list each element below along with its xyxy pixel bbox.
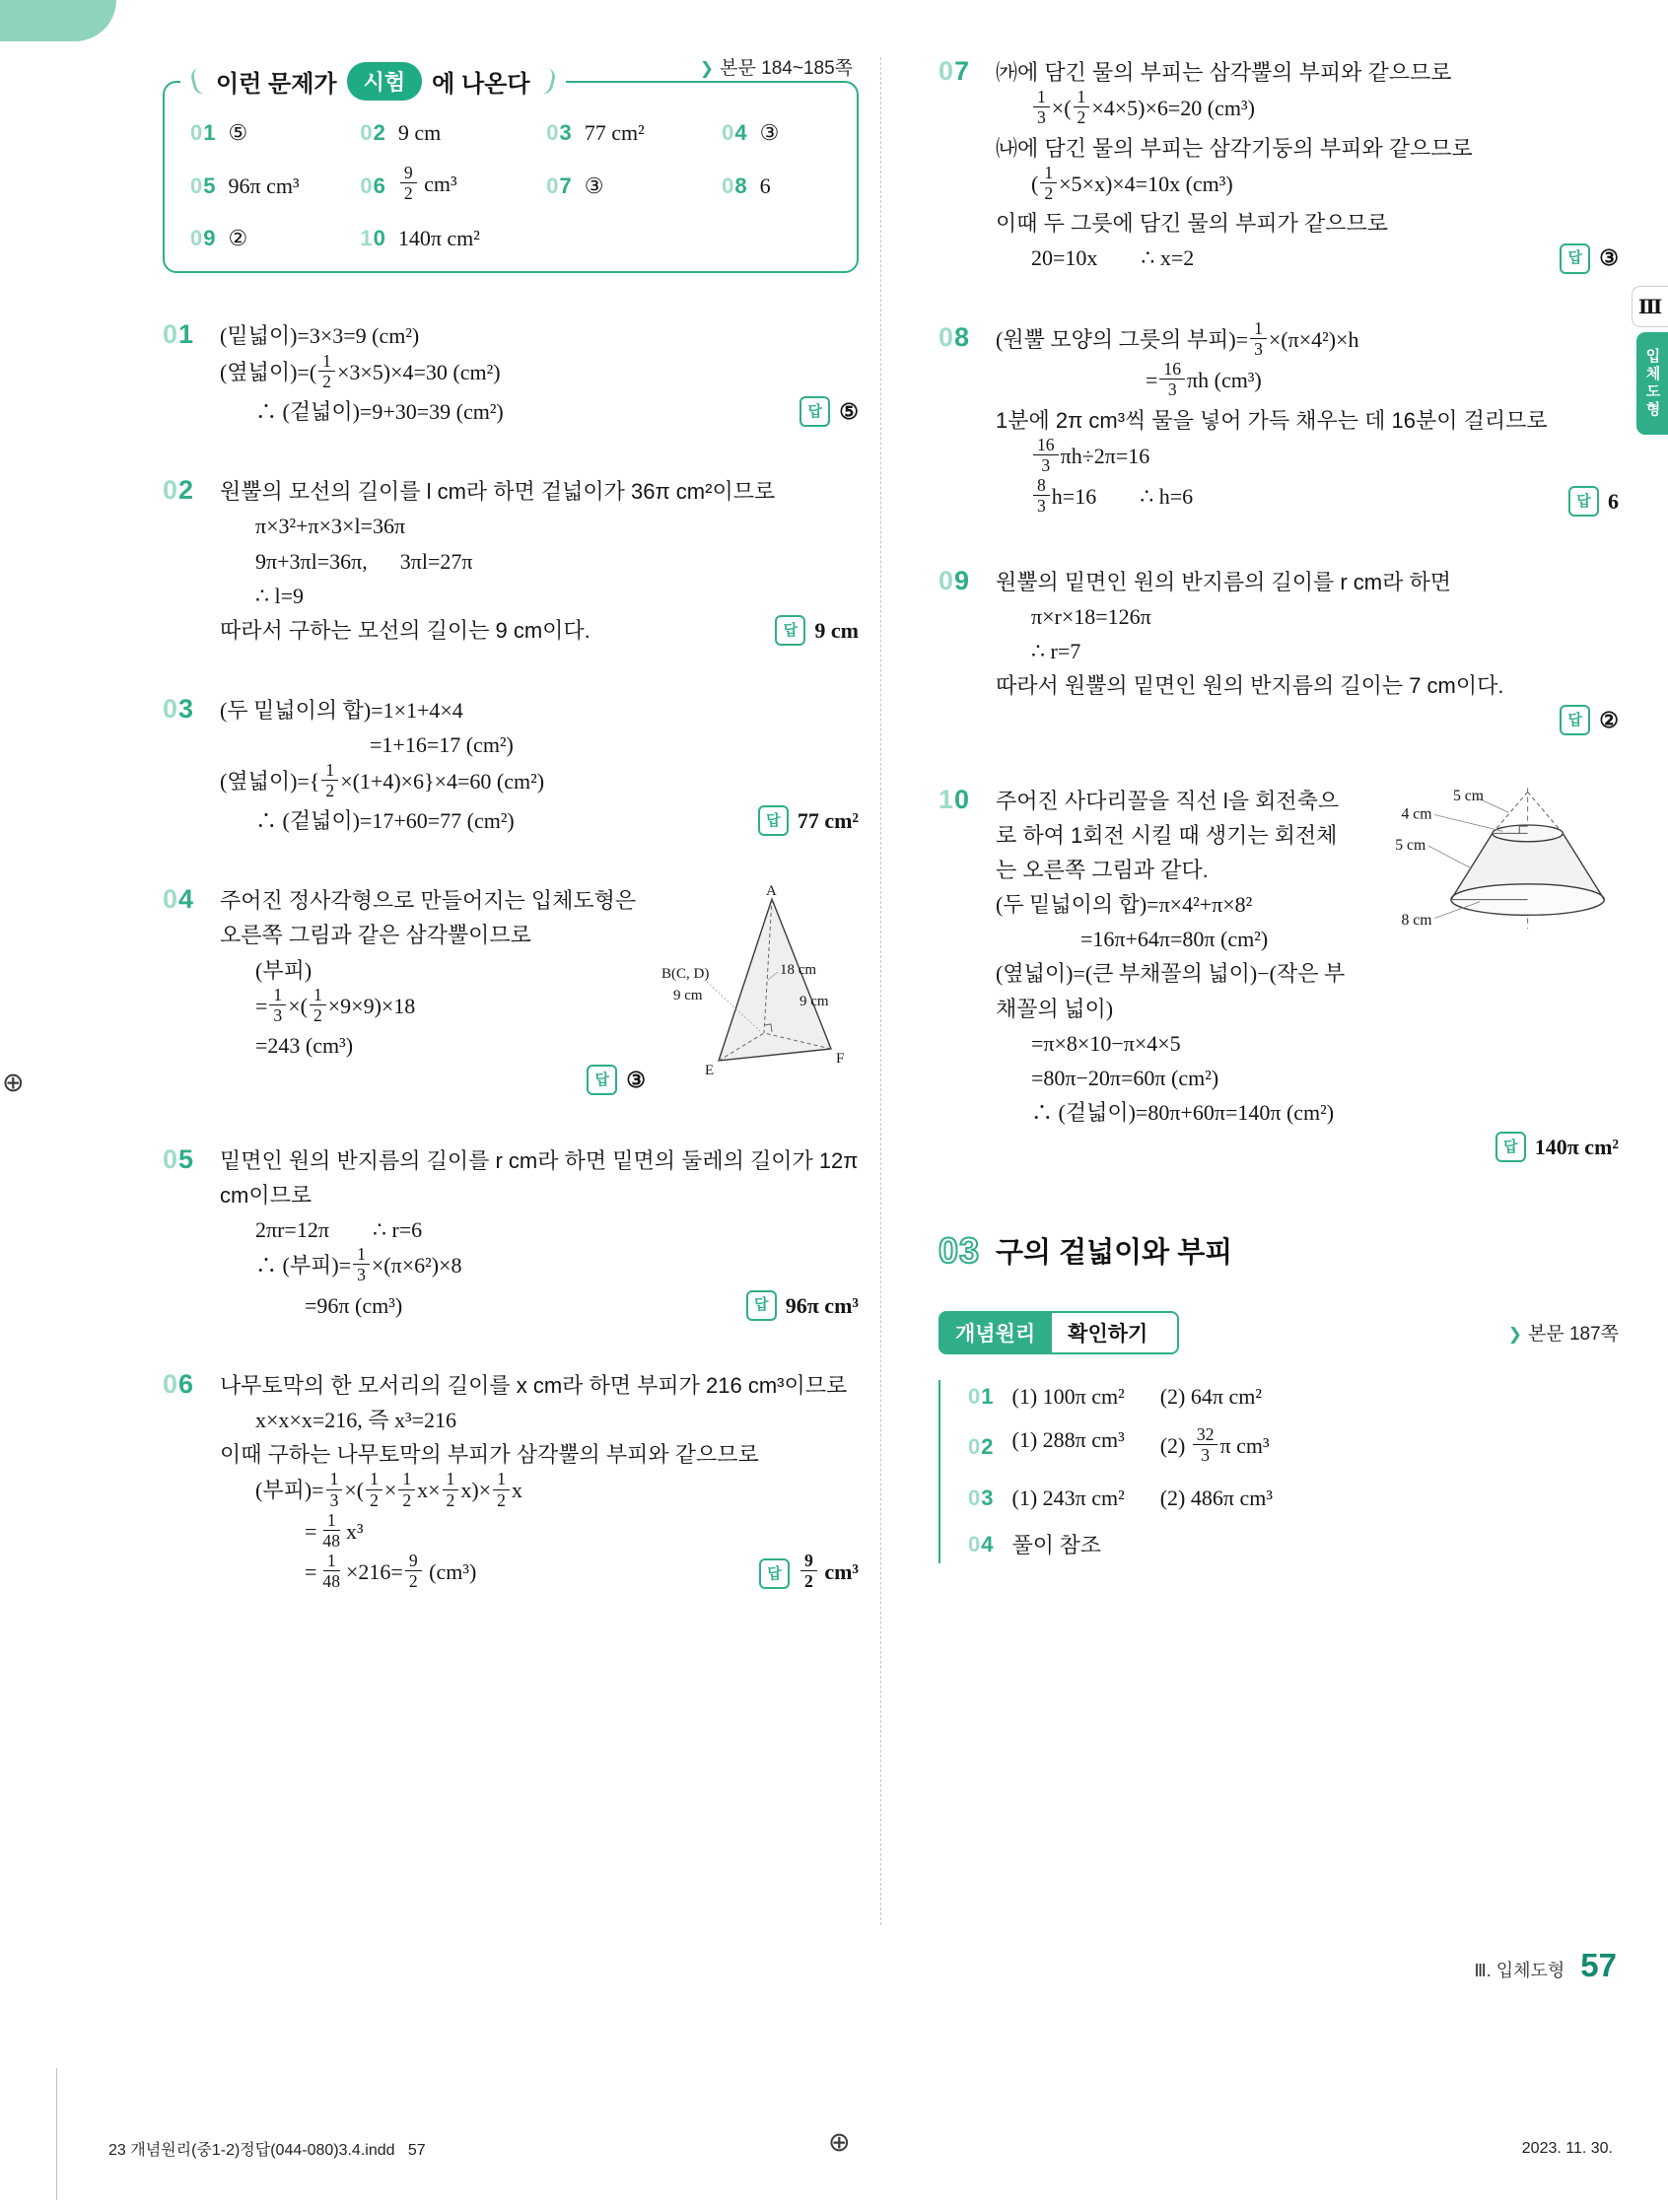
solution-math: 2πr=12π ∴ r=6 [255,1216,423,1242]
fraction: $\frac{16}{3}$ [1159,359,1185,399]
exam-answers-grid [190,120,831,251]
solution-math: ∴ (겉넓이)=17+60=77 (cm²) [255,808,515,833]
solution-math: ∴ (부피)= $\frac{1}{3}$ ×(π×6²)×8 [255,1244,462,1285]
solution-04 [163,883,859,1097]
exam-answer-value: 140π cm² [397,226,480,251]
solution-line [220,1288,859,1323]
solution-math: = $\frac{1}{3}$ ×( $\frac{1}{2}$ ×9×9)×18 [255,984,416,1025]
concept-answer-parts [1011,1423,1270,1468]
solution-math: =16π+64π=80π (cm²) [1080,927,1269,952]
fraction: $\frac{9}{2}$ [800,1551,817,1591]
solution-line [996,1130,1619,1164]
concept-answer-row [968,1423,1619,1468]
solution-06 [163,1368,859,1595]
problem-number: 04 [968,1531,995,1556]
print-footer [108,2137,1613,2160]
solution-line [220,984,646,1028]
chapter-tab-label: 입체도형 [1636,332,1668,435]
figure-label: 9 cm [799,994,829,1010]
solution-line [996,434,1619,478]
solution-text: 따라서 원뿔의 밑면인 원의 반지름의 길이는 7 cm이다. [996,673,1504,699]
concept-answer-value: (2) 64π cm² [1159,1383,1262,1409]
solution-content [996,55,1619,276]
solution-math: =96π (cm³) [305,1292,403,1318]
solution-line [220,1509,859,1554]
registration-mark: ⊕ [828,2127,851,2157]
fraction: $\frac{1}{2}$ [398,1469,415,1509]
solution-text: 주어진 정사각형으로 만들어지는 입체도형은 오른쪽 그림과 같은 삼각뿔이므로 [220,888,643,948]
solution-text: 주어진 사다리꼴을 직선 l을 회전축으로 하여 1회전 시킬 때 생기는 회전체는 오른쪽 그림과 같다. [996,788,1340,882]
solution-math: 20=10x ∴ x=2 [1031,245,1195,271]
exam-answer-item [546,120,716,146]
solution-math: x×x×x=216, 즉 x³=216 [255,1407,456,1432]
solution-content [996,317,1619,519]
solution-math: ∴ (겉넓이)=9+30=39 (cm²) [255,399,504,425]
problem-number: 02 [968,1434,995,1460]
solutions-left [163,318,865,1594]
registration-mark: ⊕ [2,1068,25,1097]
fraction: $\frac{9}{2}$ [400,163,417,203]
solution-line [220,350,859,394]
exam-answer-value: ③ [759,120,780,145]
concept-answer-value: 풀이 참조 [1011,1533,1102,1557]
fraction: $\frac{1}{3}$ [1250,318,1267,359]
solution-line [996,599,1619,634]
solution-line [996,131,1619,166]
answer [782,394,859,429]
solution-content [996,784,1619,1165]
solution-math: 9π+3πl=36π, 3πl=27π [255,548,473,574]
problem-number: 03 [546,120,573,145]
problem-number: 03 [163,694,195,725]
solution-math: =243 (cm³) [255,1033,354,1059]
solution-line [996,565,1619,599]
solution-text: 1분에 2π cm³씩 물을 넣어 가득 채우는 데 16분이 걸리므로 [996,407,1548,433]
solution-line [220,693,859,727]
answer-value: ⑤ [839,399,859,425]
answer-value: 6 [1608,489,1619,515]
problem-number: 09 [938,565,971,595]
exam-answer-value: 77 cm² [584,120,645,145]
figure-label: 8 cm [1401,911,1432,929]
solution-line [220,1063,646,1097]
solution-content [220,883,859,1097]
solution-line [220,1469,859,1512]
figure-label: 4 cm [1401,805,1432,823]
fraction: $\frac{1}{48}$ [322,1509,341,1551]
fraction: $\frac{1}{2}$ [318,351,335,391]
concept-answers [938,1380,1619,1563]
fraction: $\frac{1}{2}$ [321,760,338,800]
solution-math: = $\frac{16}{3}$ πh (cm³) [1146,359,1262,400]
answer-value: 77 cm² [797,808,859,833]
solution-01 [163,318,859,429]
answer [1542,703,1619,737]
section-header [938,1230,1619,1272]
concept-answer-value: (1) 288π cm³ [1011,1426,1125,1452]
concept-answer-parts [1012,1384,1262,1410]
exam-answer-item [722,120,831,146]
problem-number: 10 [938,784,971,814]
solution-math: (원뿔 모양의 그릇의 부피)= $\frac{1}{3}$ ×(π×4²)×h [996,317,1359,359]
chapter-numeral: Ⅲ [1632,286,1668,327]
figure-label: E [705,1063,715,1079]
figure-label: 18 cm [780,962,817,979]
solution-line [220,1028,646,1063]
solution-line [996,55,1619,90]
concept-answer-parts [1012,1529,1102,1559]
concept-title: 확인하기 [1052,1311,1179,1354]
exam-answer-item [722,166,831,206]
solution-line [996,87,1619,130]
solution-line [220,1437,859,1472]
concept-ref-text: 본문 187쪽 [1527,1324,1619,1346]
exam-badge: 시험 [347,62,423,101]
answer-badge: 답 [1495,1132,1526,1162]
exam-answer-item [190,226,354,251]
answer-value: ③ [1599,245,1619,271]
solution-math: (밑넓이)=3×3=9 (cm²) [220,323,420,349]
problem-number: 08 [722,173,748,198]
problem-number: 01 [163,319,195,350]
problem-number: 03 [968,1486,995,1510]
problem-number: 01 [968,1383,995,1409]
concept-badge: 개념원리 [938,1311,1052,1354]
problem-number: 05 [190,173,217,198]
solution-line [220,1403,859,1437]
answer-badge: 답 [758,805,789,836]
solution-text: 이때 구하는 나무토막의 부피가 삼각뿔의 부피와 같으므로 [220,1442,759,1468]
solution-line [220,1551,859,1594]
fraction: $\frac{1}{2}$ [310,985,326,1025]
chevron-icon: ❯ [1507,1325,1522,1345]
fraction: $\frac{1}{3}$ [353,1244,370,1284]
solution-line [996,1061,1619,1095]
exam-answer-item [190,166,354,206]
exam-title-prefix: 이런 문제가 [216,71,337,98]
chapter-side-tab [1632,286,1668,435]
answer-badge: 답 [1560,705,1590,735]
answer-badge: 답 [759,1558,790,1589]
solution-line [220,394,859,429]
answer-value: 9 cm [814,618,859,643]
solution-math: (부피)= $\frac{1}{3}$ ×( $\frac{1}{2}$ × $\frac{1}{2}$ x× $\frac{1}{2}$ x)× $\frac{1}{2}$ x [255,1469,522,1510]
answer [1478,1130,1619,1164]
footer-chapter: Ⅲ. 입체도형 [1474,1961,1565,1980]
solution-line [220,1368,859,1403]
figure-label: A [766,883,777,900]
exam-answer-value: 96π cm³ [228,173,300,198]
solution-02 [163,474,859,648]
answer-badge: 답 [775,615,805,646]
answer [740,803,859,838]
solution-line [996,956,1355,1025]
print-file-info: 23 개념원리(중1-2)정답(044-080)3.4.indd 57 [108,2142,426,2159]
answer-value: ② [1599,708,1619,733]
solution-math: (두 밑넓이의 합)=π×4²+π×8² [996,892,1253,918]
solution-math: = $\frac{1}{48}$ ×216= $\frac{9}{2}$ (cm³) [305,1551,477,1592]
solution-text: ㈎에 담긴 물의 부피는 삼각뿔의 부피와 같으므로 [996,60,1452,85]
problem-number: 09 [190,226,217,251]
problem-number: 07 [546,173,573,198]
exam-answer-value: ② [228,226,248,251]
title-bracket-left-icon [189,67,209,97]
solution-content [996,565,1619,738]
answer-badge: 답 [1560,243,1590,274]
answer [757,613,859,648]
concept-answer-value: (1) 243π cm² [1011,1486,1125,1510]
solution-text: 따라서 구하는 모선의 길이는 9 cm이다. [220,618,591,643]
solution-line [220,579,859,613]
fraction: $\frac{32}{3}$ [1193,1424,1218,1465]
solution-text: 밑면인 원의 반지름의 길이를 r cm라 하면 밑면의 둘레의 길이가 12π cm이므로 [220,1147,865,1208]
exam-answer-value: ⑤ [228,120,248,145]
section-number: 03 [938,1229,981,1271]
answer-value: ③ [626,1068,646,1093]
exam-answer-value: $\frac{9}{2}$ cm³ [398,166,457,206]
solution-line [996,1026,1619,1061]
concept-answer-row [968,1486,1619,1511]
exam-answer-item [190,120,354,146]
answer-badge: 답 [587,1065,617,1095]
exam-answer-item [360,120,540,146]
solution-line [220,1143,865,1212]
figure-label: 9 cm [673,988,703,1004]
solution-math: (부피) [255,957,313,983]
solution-09 [938,565,1619,738]
problem-number: 10 [360,226,386,251]
solution-content [220,693,859,838]
figure-label: F [836,1051,845,1068]
solution-line [220,883,646,952]
solution-math: $\frac{1}{3}$ ×( $\frac{1}{2}$ ×4×5)×6=20 (cm³) [1031,90,1255,130]
solution-line [220,727,859,762]
solution-math: $\frac{16}{3}$ πh÷2π=16 [1031,438,1149,478]
concept-ref [1508,1319,1619,1346]
answer-value: 140π cm² [1534,1135,1619,1160]
fraction: $\frac{1}{3}$ [1033,87,1050,127]
fraction: $\frac{1}{2}$ [1040,163,1057,203]
fraction: $\frac{1}{2}$ [1074,87,1090,127]
solutions-right [938,55,1619,1165]
exam-answer-value: 9 cm [397,120,442,145]
problem-number: 01 [190,120,217,145]
problem-number: 05 [163,1143,195,1174]
problem-number: 06 [163,1368,195,1399]
title-bracket-right-icon [536,67,556,97]
solution-line [220,613,859,648]
solution-content [220,1143,865,1323]
fraction: $\frac{16}{3}$ [1033,435,1059,475]
solution-text: 원뿔의 모선의 길이를 l cm라 하면 겉넓이가 36π cm²이므로 [220,479,776,505]
solution-line [996,241,1619,275]
figure-pyramid [661,883,859,1085]
solution-line [220,509,859,543]
concept-check-box [938,1311,1619,1563]
exam-ref-text: 본문 184~185쪽 [720,58,853,79]
solution-line [220,803,859,838]
solution-05 [163,1143,865,1323]
answer [1551,484,1619,518]
solution-math: ( $\frac{1}{2}$ ×5×x)×4=10x (cm³) [1031,162,1233,204]
solution-text: 이때 두 그릇에 담긴 물의 부피가 같으므로 [996,211,1388,237]
solution-line [220,318,859,353]
exam-answer-item [360,226,540,251]
solution-math: $\frac{8}{3}$ h=16 ∴ h=6 [1031,478,1193,518]
solution-line [996,703,1619,737]
figure-label: B(C, D) [661,966,710,983]
fraction: $\frac{1}{3}$ [326,1469,343,1509]
solution-line [996,668,1619,703]
exam-answer-value: 6 [759,173,771,198]
concept-answer-row [968,1384,1619,1410]
solution-line [220,544,859,579]
answer [729,1288,859,1323]
answer [741,1551,859,1594]
figure-frustum [1370,784,1619,949]
print-date: 2023. 11. 30. [1521,2139,1613,2157]
section-title: 구의 겉넓이와 부피 [996,1237,1233,1270]
solution-content [220,318,859,429]
concept-answer-parts [1012,1486,1273,1511]
solution-text: 원뿔의 밑면인 원의 반지름의 길이를 r cm라 하면 [996,569,1451,594]
solution-line [996,359,1619,402]
page-footer [1474,1947,1617,1984]
solution-10 [938,784,1619,1165]
answer-badge: 답 [746,1290,777,1321]
fraction: $\frac{1}{48}$ [322,1551,341,1592]
problem-number: 06 [360,173,386,198]
problem-number: 07 [938,56,971,86]
solution-07 [938,55,1619,276]
solution-line [996,475,1619,518]
chevron-icon: ❯ [699,59,715,78]
solution-line [220,474,859,509]
solution-math: (옆넓이)={ $\frac{1}{2}$ ×(1+4)×6}×4=60 (cm²) [220,759,545,800]
answer-badge: 답 [1568,486,1599,517]
solution-math: (두 밑넓이의 합)=1×1+4×4 [220,698,463,724]
solution-math: =π×8×10−π×4×5 [1031,1030,1181,1056]
solution-math: π×r×18=126π [1031,603,1151,629]
concept-answer-value: (1) 100π cm² [1011,1383,1125,1409]
solution-math: ∴ l=9 [255,583,305,608]
solution-line [996,634,1619,668]
footer-page-number: 57 [1580,1947,1617,1983]
left-column [163,55,865,1640]
solution-math: π×3²+π×3×l=36π [255,514,406,539]
page-corner-decoration [0,0,116,41]
exam-box-title [180,62,566,101]
solution-03 [163,693,859,838]
solution-text: ㈏에 담긴 물의 부피는 삼각기둥의 부피와 같으므로 [996,135,1473,161]
problem-number: 02 [360,120,386,145]
solution-line [996,403,1619,438]
fraction: $\frac{8}{3}$ [1033,475,1050,516]
solution-math: = $\frac{1}{48}$ x³ [305,1509,364,1551]
right-column [938,55,1619,1563]
answer-badge: 답 [799,396,830,427]
solution-text: 나무토막의 한 모서리의 길이를 x cm라 하면 부피가 216 cm³이므로 [220,1372,848,1398]
solution-math: =1+16=17 (cm²) [370,732,514,758]
solution-line [996,1095,1619,1130]
exam-title-suffix: 에 나온다 [432,71,530,98]
solution-line [996,206,1619,241]
solution-line [996,162,1619,206]
exam-ref [700,53,853,80]
concept-answer-row [968,1529,1619,1559]
fraction: $\frac{1}{2}$ [366,1469,382,1509]
solution-08 [938,317,1619,519]
solution-line [220,759,859,803]
problem-number: 04 [722,120,748,145]
crop-mark-line [56,2068,57,2200]
solution-line [220,1244,859,1287]
solution-math: ∴ (겉넓이)=80π+60π=140π (cm²) [1031,1100,1335,1126]
solution-math: (옆넓이)=( $\frac{1}{2}$ ×3×5)×4=30 (cm²) [220,350,501,391]
fraction: $\frac{1}{3}$ [269,985,286,1025]
exam-answer-item [546,166,716,206]
solution-math: =80π−20π=60π (cm²) [1031,1066,1219,1090]
column-divider [880,57,881,1925]
exam-answer-value: ③ [584,173,604,198]
solution-line [996,317,1619,362]
answer-value: $\frac{9}{2}$ cm³ [799,1554,859,1594]
fraction: $\frac{1}{2}$ [443,1469,459,1509]
solution-math: ∴ r=7 [1031,638,1081,663]
solution-line [996,922,1355,956]
answer [1542,241,1619,275]
problem-number: 02 [163,475,195,506]
concept-answer-value: (2) $\frac{32}{3}$ π cm³ [1159,1423,1270,1465]
concept-answer-value: (2) 486π cm³ [1159,1486,1273,1510]
solution-line [996,887,1355,922]
answer-value: 96π cm³ [785,1292,859,1318]
solution-line [220,1212,859,1247]
exam-answer-box [163,70,859,273]
problem-number: 04 [163,884,195,915]
answer [569,1063,646,1097]
problem-number: 08 [938,321,971,352]
figure-label: 5 cm [1453,787,1485,804]
concept-header [938,1311,1619,1354]
fraction: $\frac{1}{2}$ [493,1469,510,1509]
figure-label: 5 cm [1395,836,1426,854]
solution-content [220,474,859,648]
solution-math: (옆넓이)=(큰 부채꼴의 넓이)−(작은 부채꼴의 넓이) [996,961,1346,1021]
fraction: $\frac{9}{2}$ [405,1551,422,1591]
exam-answer-item [360,163,540,206]
solution-content [220,1368,859,1595]
solution-line [220,953,646,988]
solution-line [996,784,1355,888]
